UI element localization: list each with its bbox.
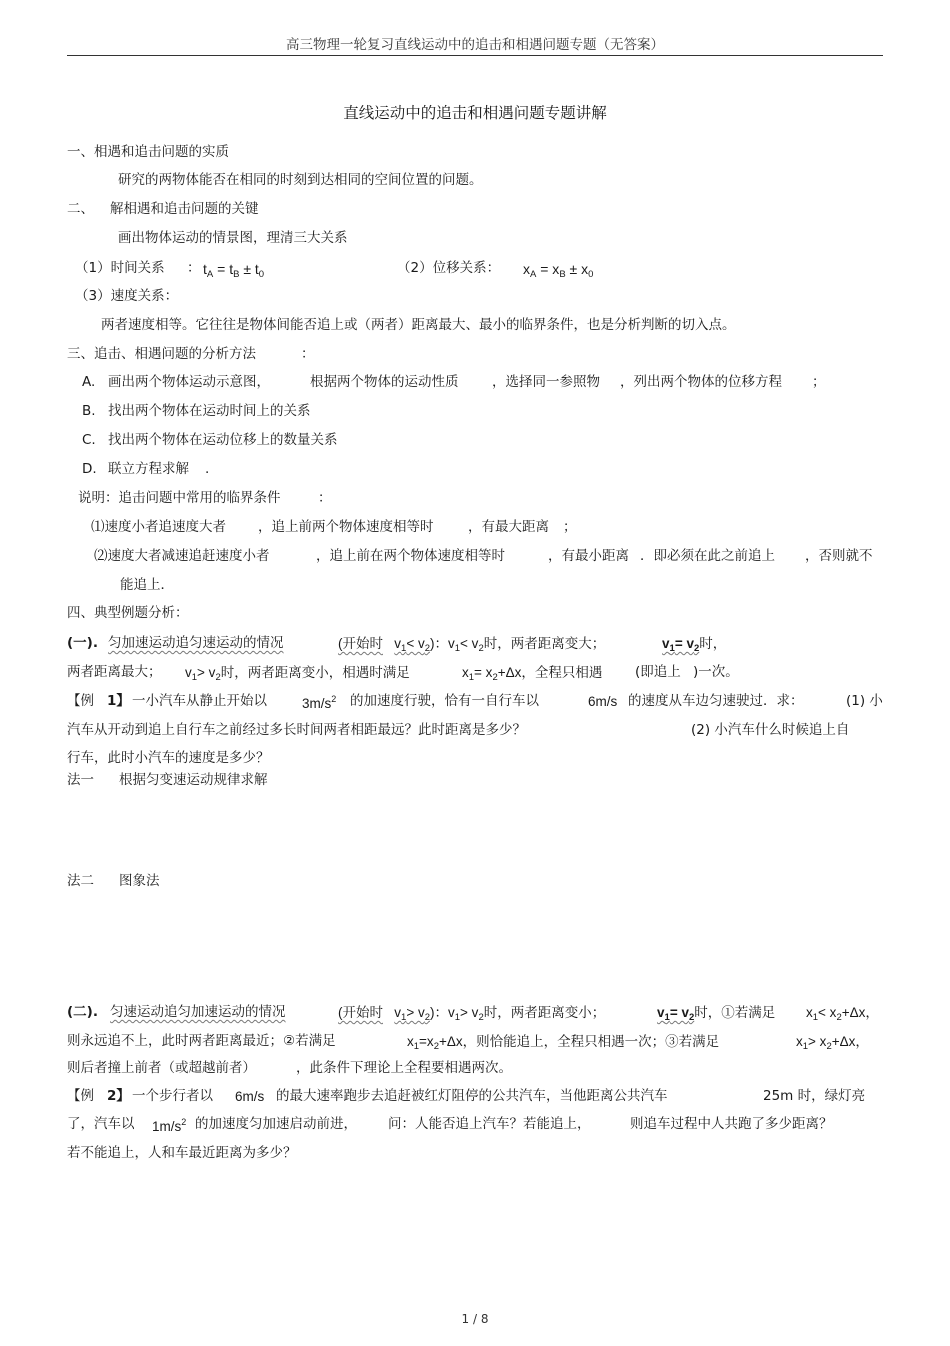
method-a-label: A. [82, 374, 96, 390]
condition2-part3: ，有最小距离 [548, 548, 629, 564]
time-relation-colon: ： [187, 260, 201, 276]
case2-equal-speed: $v_1= v_2$时，①若满足 [657, 1005, 776, 1023]
method-a-part2: 根据两个物体的运动性质 [310, 374, 459, 390]
method-a-part1: 画出两个物体运动示意图， [108, 374, 270, 390]
section3-heading: 三、追击、相遇问题的分析方法 [67, 346, 256, 362]
example1-line2: 汽车从开动到追上自行车之前经过多长时间两者相距最远？此时距离是多少？ [67, 722, 526, 738]
case1-line2-end: )一次。 [693, 664, 739, 680]
example2-open-bracket: 【例 [67, 1088, 94, 1104]
condition2-part5: ，否则就不 [805, 548, 873, 564]
example1-acceleration: $3m/s^2$ [302, 694, 337, 711]
speed-relation-label: （3）速度关系： [75, 288, 179, 304]
case1-equal-speed: $v_1= v_2$时， [662, 636, 727, 654]
condition2-part4: ．即必须在此之前追上 [640, 548, 775, 564]
example1-number: 1】 [107, 693, 130, 709]
condition2-part1: ⑵速度大者减速追赶速度小者 [94, 548, 270, 564]
time-relation-label: （1）时间关系 [75, 260, 165, 276]
example1-speed: 6m/s [588, 694, 618, 709]
displacement-relation-label: （2）位移关系： [397, 260, 501, 276]
case2-title: 匀速运动追匀加速运动的情况 [110, 1004, 286, 1020]
case2-line3-end: ，此条件下理论上全程要相遇两次。 [296, 1060, 512, 1076]
example1-text-part3: 的速度从车边匀速驶过．求： [628, 693, 804, 709]
method-a-part4: ，列出两个物体的位移方程 [620, 374, 782, 390]
method-c-text: 找出两个物体在运动位移上的数量关系 [108, 432, 338, 448]
document-title: 直线运动中的追击和相遇问题专题讲解 [343, 104, 607, 122]
condition2-part2: ，追上前在两个物体速度相等时 [316, 548, 505, 564]
condition1-part3: ，有最大距离 [468, 519, 549, 535]
method2-text: 图象法 [119, 873, 160, 889]
method-a-part3: ，选择同一参照物 [492, 374, 600, 390]
example2-question-part1: 问：人能否追上汽车？若能追上， [388, 1116, 591, 1132]
method1-label: 法一 [67, 772, 94, 788]
example2-acceleration: $1m/s^2$ [152, 1117, 187, 1134]
example2-question-part2: 则追车过程中人共跑了多少距离？ [630, 1116, 833, 1132]
example1-question2: (2) 小汽车什么时候追上自 [691, 722, 850, 738]
example1-line3: 行车，此时小汽车的速度是多少？ [67, 750, 270, 766]
section2-heading-number: 二、 [67, 201, 94, 217]
method-b-label: B. [82, 403, 96, 419]
section1-body: 研究的两物体能否在相同的时刻到达相同的空间位置的问题。 [118, 172, 483, 188]
example2-text-part2: 的最大速率跑步去追赶被红灯阻停的公共汽车，当他距离公共汽车 [276, 1088, 668, 1104]
method-d-text: 联立方程求解 [108, 461, 189, 477]
case1-label: (一). [67, 635, 98, 651]
example2-number: 2】 [107, 1088, 130, 1104]
example1-text-part1: 一小汽车从静止开始以 [132, 693, 267, 709]
example2-line2-start: 了，汽车以 [67, 1116, 135, 1132]
method-c-label: C. [82, 432, 96, 448]
case2-condition1-formula: $x_1< x_2+\Delta x$， [806, 1005, 879, 1023]
page-header: 高三物理一轮复习直线运动中的追击和相遇问题专题（无答案） [286, 37, 664, 53]
case1-line2-formula: $x_1= x_2+\Delta x$，全程只相遇 [462, 665, 603, 683]
section2-intro: 画出物体运动的情景图，理清三大关系 [118, 230, 348, 246]
method-b-text: 找出两个物体在运动时间上的关系 [108, 403, 311, 419]
case2-line2-mid: $x_1=x_2+\Delta x$，则恰能追上，全程只相遇一次；③若满足 [407, 1034, 720, 1052]
case2-condition3-formula: $x_1> x_2+\Delta x$， [796, 1034, 869, 1052]
method2-label: 法二 [67, 873, 94, 889]
header-rule [67, 55, 883, 56]
example2-line3: 若不能追上，人和车最近距离为多少？ [67, 1145, 297, 1161]
case1-line2-start: 两者距离最大； [67, 664, 162, 680]
speed-relation-body: 两者速度相等。它往往是物体间能否追上或（两者）距离最大、最小的临界条件，也是分析判断的切入点。 [101, 317, 736, 333]
condition1-part2: ，追上前两个物体速度相等时 [258, 519, 434, 535]
example2-speed: 6m/s [235, 1089, 265, 1104]
method-d-end: . [205, 461, 210, 477]
condition1-part1: ⑴速度小者追速度大者 [91, 519, 226, 535]
displacement-relation-formula: $x_A = x_B \pm x_0$ [523, 261, 594, 280]
example2-line2-mid: 的加速度匀加速启动前进， [195, 1116, 357, 1132]
case2-line3-start: 则后者撞上前者（或超越前者） [67, 1060, 256, 1076]
critical-condition-note-colon: ： [318, 490, 332, 506]
method-a-part5: ； [812, 374, 826, 390]
method-d-label: D. [82, 461, 97, 477]
case2-condition: (开始时 $v_1> v_2$)：$v_1> v_2$时，两者距离变小； [338, 1005, 606, 1023]
method1-text: 根据匀变速运动规律求解 [119, 772, 268, 788]
section4-heading: 四、典型例题分析： [67, 605, 189, 621]
case1-line2-chase: (即追上 [635, 664, 681, 680]
case1-condition: (开始时 $v_1< v_2$)：$v_1< v_2$时，两者距离变大； [338, 636, 606, 654]
example2-distance: 25m 时，绿灯亮 [763, 1088, 866, 1104]
example2-text-part1: 一个步行者以 [132, 1088, 213, 1104]
section1-heading: 一、相遇和追击问题的实质 [67, 144, 229, 160]
case1-title: 匀加速运动追匀速运动的情况 [108, 635, 284, 651]
critical-condition-note: 说明：追击问题中常用的临界条件 [78, 490, 281, 506]
example1-question1-start: (1) 小 [846, 693, 883, 709]
example1-open-bracket: 【例 [67, 693, 94, 709]
example1-text-part2: 的加速度行驶，恰有一自行车以 [350, 693, 539, 709]
case1-line2-mid: $v_1> v_2$时，两者距离变小，相遇时满足 [185, 665, 410, 683]
time-relation-formula: $t_A = t_B \pm t_0$ [203, 261, 265, 280]
condition1-part4: ； [563, 519, 577, 535]
case2-line2-start: 则永远追不上，此时两者距离最近；②若满足 [67, 1033, 336, 1049]
page-number: 1 / 8 [461, 1312, 489, 1326]
condition2-part6: 能追上． [120, 577, 174, 593]
case2-label: (二). [67, 1004, 98, 1020]
section2-heading: 解相遇和追击问题的关键 [110, 201, 259, 217]
section3-heading-colon: ： [301, 346, 315, 362]
